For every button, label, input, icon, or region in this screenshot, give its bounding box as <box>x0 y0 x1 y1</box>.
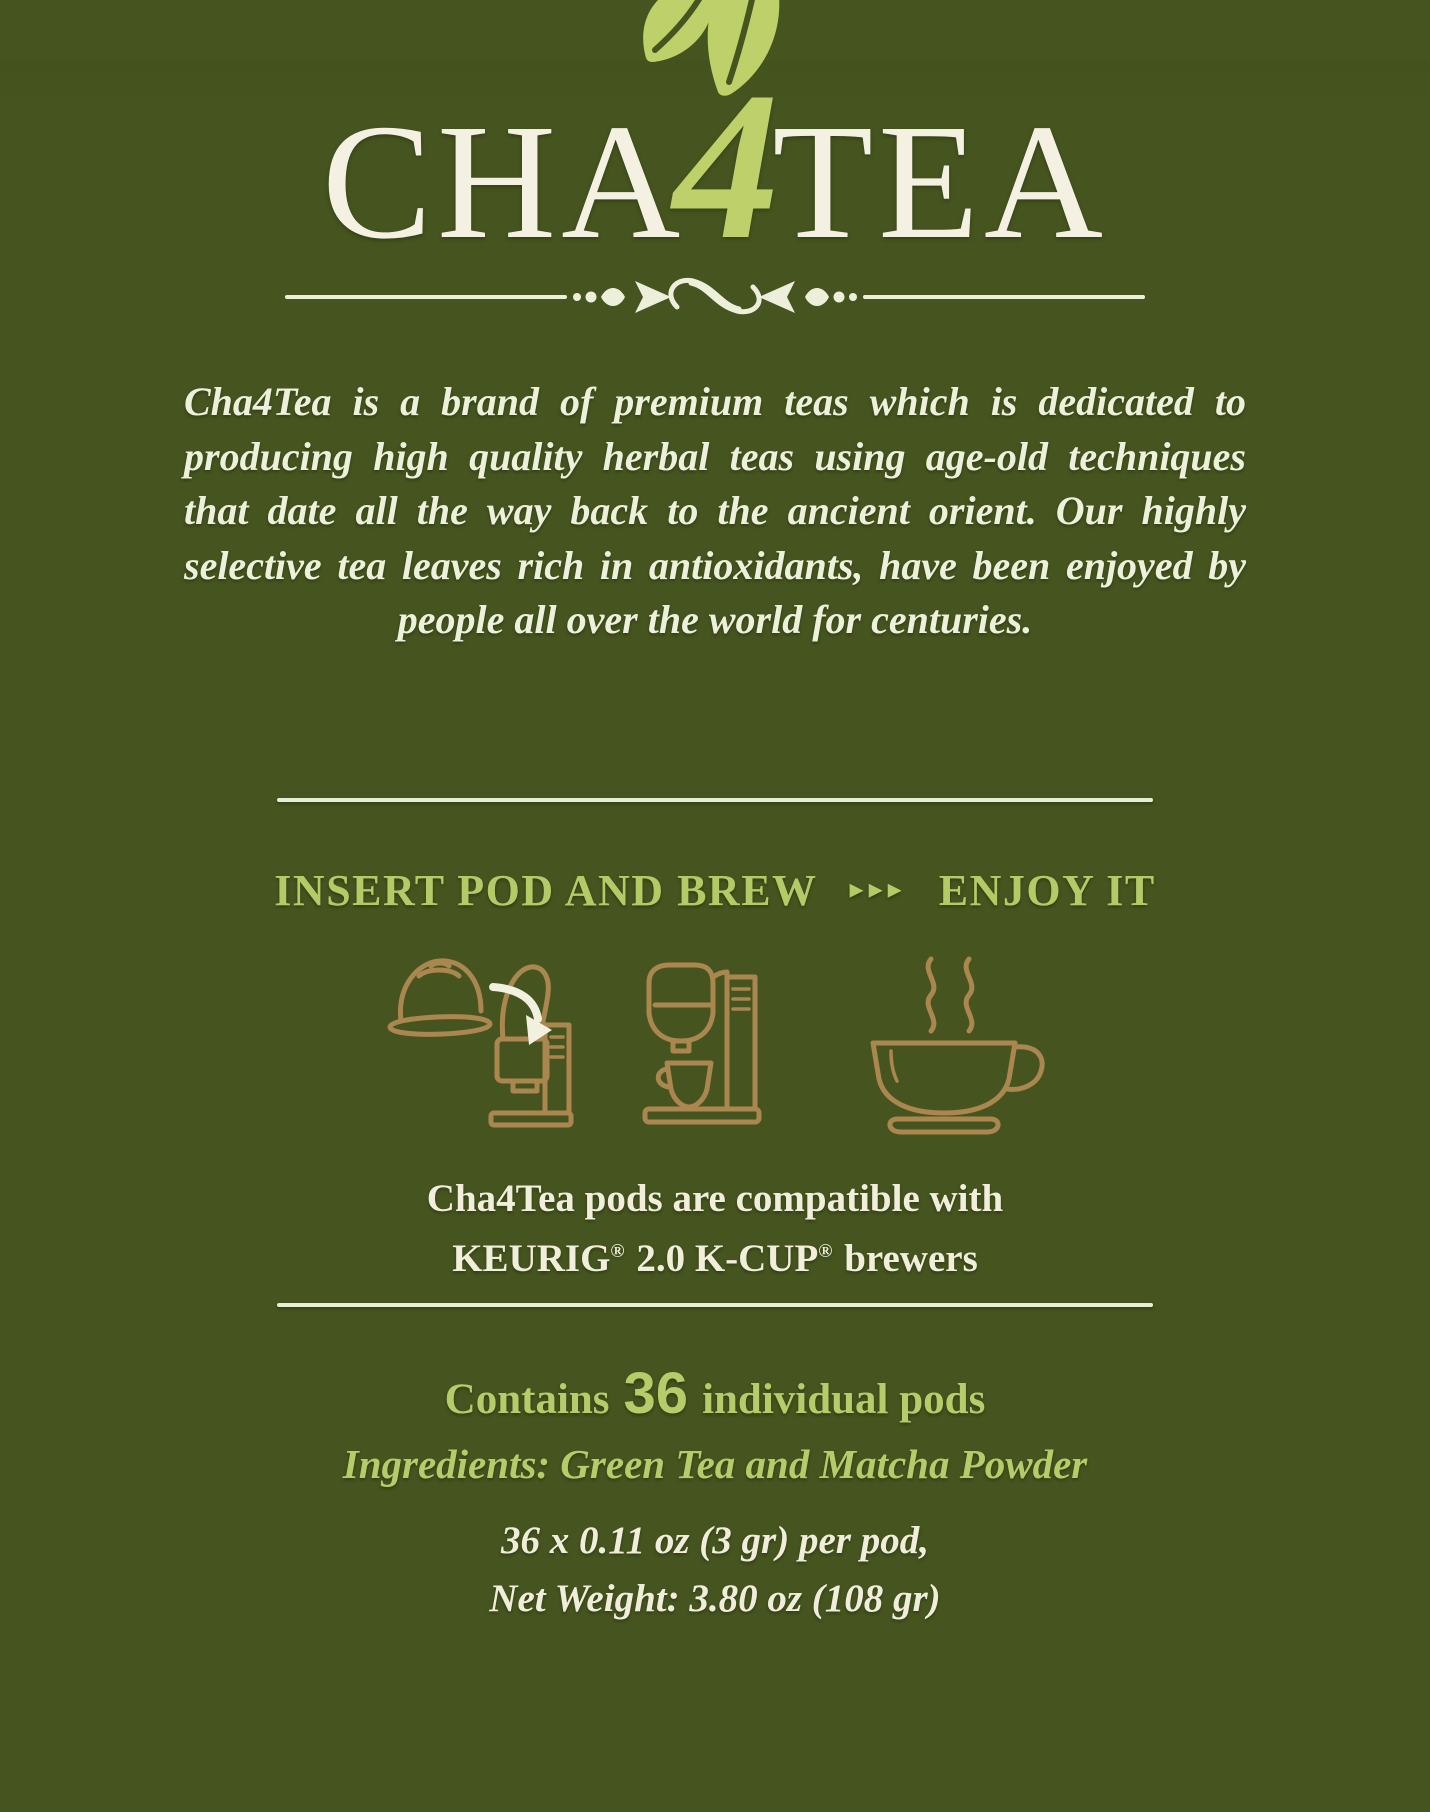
steaming-teacup-icon <box>841 943 1051 1139</box>
logo-number-four: 4 <box>673 48 785 283</box>
brewer-machine-icon <box>633 943 783 1139</box>
keurig-brand: KEURIG <box>452 1236 611 1280</box>
enjoy-it-label: ENJOY IT <box>938 865 1156 915</box>
brewers-text: brewers <box>844 1236 978 1280</box>
compatibility-line2 <box>0 1229 1430 1289</box>
individual-pods-label: individual pods <box>702 1375 986 1423</box>
brewing-steps-icons <box>0 943 1430 1139</box>
logo-four-with-leaves <box>673 48 785 301</box>
pod-count-value: 36 <box>623 1360 689 1426</box>
per-pod-weight-line: 36 x 0.11 oz (3 gr) per pod, <box>501 1518 929 1562</box>
package-back-label <box>0 48 1430 1812</box>
insert-pod-label: INSERT POD AND BREW <box>274 865 818 915</box>
brand-logo <box>0 48 1430 301</box>
compatibility-line1: Cha4Tea pods are compatible with <box>426 1176 1004 1220</box>
section-divider-bottom <box>277 1303 1153 1307</box>
section-divider-top <box>277 798 1153 802</box>
brand-description: Cha4Tea is a brand of premium teas which is dedicated to producing high quality herbal teas using age-old techniques that date all the way back to the ancient orient. Our highly selective tea leaves rich in antioxidants, have been enjoyed by people all over the world for centuries. <box>184 379 1246 643</box>
net-weight-line: Net Weight: 3.80 oz (108 gr) <box>489 1576 941 1620</box>
pod-count-line <box>0 1360 1430 1432</box>
brew-steps-heading <box>0 864 1430 917</box>
pod-insert-brewer-icon <box>379 943 575 1139</box>
registered-mark: ® <box>610 1240 625 1262</box>
logo-text-tea: TEA <box>772 90 1109 273</box>
ingredients-line: Ingredients: Green Tea and Matcha Powder <box>342 1440 1088 1487</box>
kcup-text: 2.0 K-CUP <box>636 1236 819 1280</box>
logo-text-cha: CHA <box>321 90 686 273</box>
registered-mark: ® <box>818 1240 833 1262</box>
triple-arrow-icon: ▸▸▸ <box>849 871 907 905</box>
contains-label: Contains <box>444 1375 610 1423</box>
compatibility-note <box>0 1169 1430 1289</box>
